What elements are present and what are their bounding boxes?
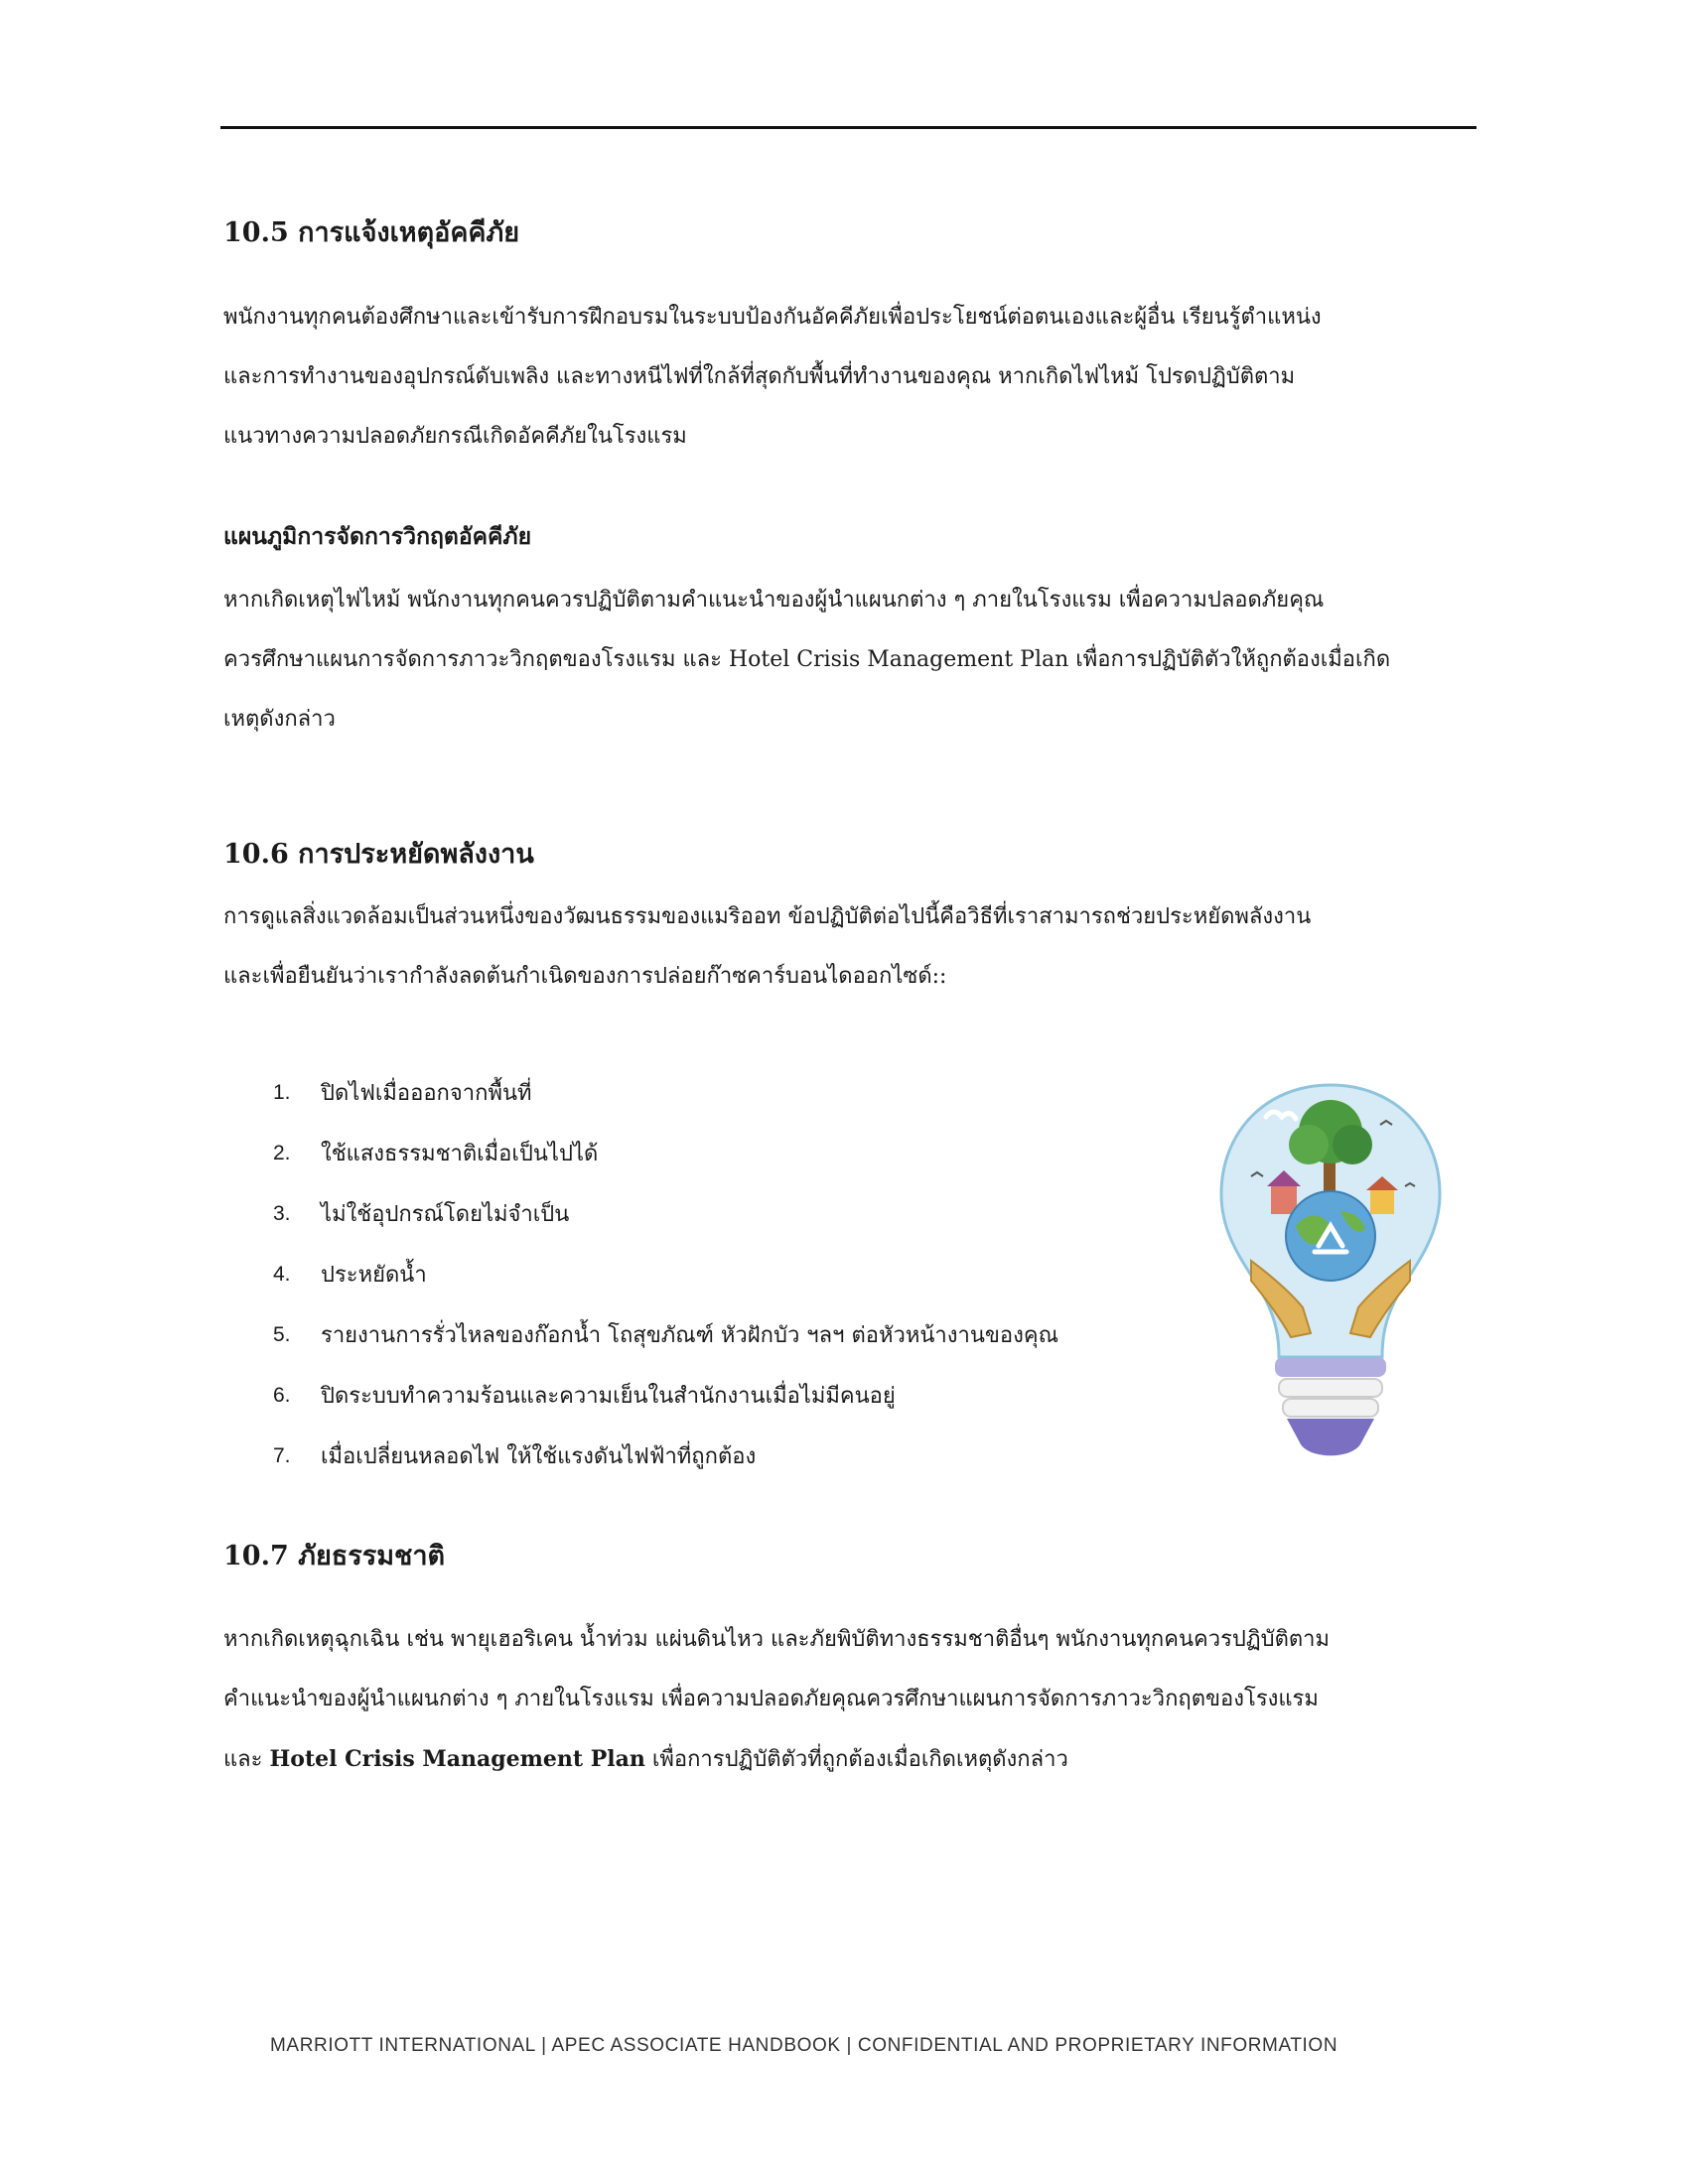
text-line: หากเกิดเหตุฉุกเฉิน เช่น พายุเฮอริเคน น้ำท่วม แผ่นดินไหว และภัยพิบัติทางธรรมชาติอื่นๆ พนักงานทุกคนควรปฏิบัติตาม xyxy=(223,1627,1331,1652)
text-line: แนวทางความปลอดภัยกรณีเกิดอัคคีภัยในโรงแรม xyxy=(223,424,687,449)
list-item xyxy=(273,1123,1167,1183)
list-item-text: ไม่ใช้อุปกรณ์โดยไม่จำเป็น xyxy=(321,1202,570,1227)
text-line: หากเกิดเหตุไฟไหม้ พนักงานทุกคนควรปฏิบัติตามคำแนะนำของผู้นำแผนกต่าง ๆ ภายในโรงแรม เพื่อความปลอดภัยคุณ xyxy=(223,588,1325,613)
section-10-6-paragraph xyxy=(223,887,1477,1007)
list-item xyxy=(273,1365,1167,1426)
list-item xyxy=(273,1304,1167,1365)
list-item-text: ปิดระบบทำความร้อนและความเย็นในสำนักงานเมื่อไม่มีคนอยู่ xyxy=(321,1384,896,1409)
text-line: การดูแลสิ่งแวดล้อมเป็นส่วนหนึ่งของวัฒนธรรมของแมริออท ข้อปฏิบัติต่อไปนี้คือวิธีที่เราสามารถช่วยประหยัดพลังงาน xyxy=(223,904,1312,929)
energy-saving-list xyxy=(273,1062,1167,1486)
list-item-number: 5. xyxy=(273,1322,291,1346)
list-item-text: ใช้แสงธรรมชาติเมื่อเป็นไปได้ xyxy=(321,1142,599,1166)
section-10-7-title: 10.7 ภัยธรรมชาติ xyxy=(223,1541,446,1571)
list-item xyxy=(273,1426,1167,1486)
fire-crisis-chart-subtitle: แผนภูมิการจัดการวิกฤตอัคคีภัย xyxy=(223,523,532,550)
list-item-number: 6. xyxy=(273,1383,291,1407)
list-item-number: 3. xyxy=(273,1201,291,1225)
eco-lightbulb-graphic xyxy=(1211,1077,1450,1469)
text-line: และเพื่อยืนยันว่าเรากำลังลดต้นกำเนิดของการปล่อยก๊าซคาร์บอนไดออกไซด์:: xyxy=(223,964,947,989)
hotel-crisis-plan-bold: Hotel Crisis Management Plan xyxy=(269,1746,645,1772)
list-item-text: ปิดไฟเมื่อออกจากพื้นที่ xyxy=(321,1081,532,1106)
text-fragment: และ xyxy=(223,1747,270,1772)
fire-crisis-paragraph xyxy=(223,571,1477,750)
list-item-text: ประหยัดน้ำ xyxy=(321,1263,427,1288)
list-item-number: 2. xyxy=(273,1141,291,1164)
eco-lightbulb-icon xyxy=(1211,1077,1450,1469)
text-line: และการทำงานของอุปกรณ์ดับเพลิง และทางหนีไฟที่ใกล้ที่สุดกับพื้นที่ทำงานของคุณ หากเกิดไฟไหม้ โปรดปฏิบัติตาม xyxy=(223,364,1296,389)
list-item-number: 4. xyxy=(273,1262,291,1286)
section-10-5-paragraph xyxy=(223,288,1477,467)
text-line: คำแนะนำของผู้นำแผนกต่าง ๆ ภายในโรงแรม เพื่อความปลอดภัยคุณควรศึกษาแผนการจัดการภาวะวิกฤตของโรงแรม xyxy=(223,1687,1319,1711)
section-10-6-title: 10.6 การประหยัดพลังงาน xyxy=(223,839,534,870)
page-footer: MARRIOTT INTERNATIONAL | APEC ASSOCIATE HANDBOOK | CONFIDENTIAL AND PROPRIETARY INFORMATION xyxy=(270,2035,1338,2056)
header-rule xyxy=(220,126,1477,129)
text-line: ควรศึกษาแผนการจัดการภาวะวิกฤตของโรงแรม และ Hotel Crisis Management Plan เพื่อการปฏิบัติตัวให้ถูกต้องเมื่อเกิด xyxy=(223,647,1391,672)
text-fragment: เพื่อการปฏิบัติตัวที่ถูกต้องเมื่อเกิดเหตุดังกล่าว xyxy=(644,1747,1068,1772)
section-10-7-paragraph xyxy=(223,1610,1477,1790)
list-item-text: รายงานการรั่วไหลของก๊อกน้ำ โถสุขภัณฑ์ หัวฝักบัว ฯลฯ ต่อหัวหน้างานของคุณ xyxy=(321,1323,1058,1348)
list-item-number: 1. xyxy=(273,1080,291,1104)
text-line: พนักงานทุกคนต้องศึกษาและเข้ารับการฝึกอบรมในระบบป้องกันอัคคีภัยเพื่อประโยชน์ต่อตนเองและผู้อื่น เรียนรู้ตำแหน่ง xyxy=(223,305,1322,330)
list-item xyxy=(273,1062,1167,1123)
list-item xyxy=(273,1244,1167,1304)
list-item xyxy=(273,1183,1167,1244)
list-item-number: 7. xyxy=(273,1443,291,1467)
text-line xyxy=(223,1729,1477,1790)
list-item-text: เมื่อเปลี่ยนหลอดไฟ ให้ใช้แรงดันไฟฟ้าที่ถูกต้อง xyxy=(321,1444,757,1469)
section-10-5-title: 10.5 การแจ้งเหตุอัคคีภัย xyxy=(223,217,520,248)
text-line: เหตุดังกล่าว xyxy=(223,707,336,732)
